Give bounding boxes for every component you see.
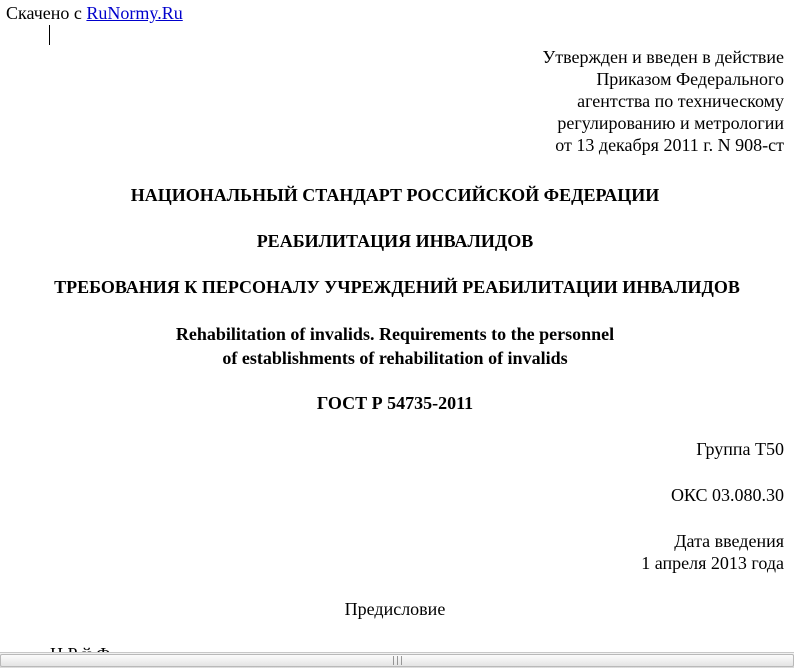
grip-icon: |||	[392, 656, 405, 666]
intro-date-value: 1 апреля 2013 года	[641, 553, 784, 573]
horizontal-scrollbar[interactable]	[0, 652, 794, 668]
downloaded-prefix: Скачено с	[6, 3, 87, 23]
text-cursor	[49, 25, 50, 45]
introduction-date-block	[641, 530, 784, 574]
national-standard-title: НАЦИОНАЛЬНЫЙ СТАНДАРТ РОССИЙСКОЙ ФЕДЕРАЦИИ	[130, 185, 660, 205]
english-title	[0, 322, 790, 370]
approval-line: регулированию и метрологии	[557, 113, 784, 133]
approval-line: Приказом Федерального	[596, 69, 784, 89]
gost-number: ГОСТ Р 54735-2011	[316, 393, 474, 413]
oks-code: ОКС 03.080.30	[670, 485, 784, 505]
english-title-line: of establishments of rehabilitation of invalids	[222, 348, 568, 368]
preface-heading: Предисловие	[344, 599, 446, 619]
approval-block	[542, 46, 784, 156]
approval-line: от 13 декабря 2011 г. N 908-ст	[555, 135, 784, 155]
rehab-title: РЕАБИЛИТАЦИЯ ИНВАЛИДОВ	[256, 231, 534, 251]
english-title-line: Rehabilitation of invalids. Requirements to the personnel	[175, 324, 615, 344]
runormy-link[interactable]: RuNormy.Ru	[86, 3, 183, 23]
approval-line: Утвержден и введен в действие	[542, 47, 784, 67]
intro-date-label: Дата введения	[674, 531, 784, 551]
approval-line: агентства по техническому	[577, 91, 784, 111]
requirements-title: ТРЕБОВАНИЯ К ПЕРСОНАЛУ УЧРЕЖДЕНИЙ РЕАБИЛИТАЦИИ ИНВАЛИДОВ	[54, 277, 740, 297]
downloaded-from-line	[6, 2, 183, 24]
group-code: Группа Т50	[696, 439, 784, 459]
scrollbar-thumb[interactable]	[0, 654, 794, 667]
